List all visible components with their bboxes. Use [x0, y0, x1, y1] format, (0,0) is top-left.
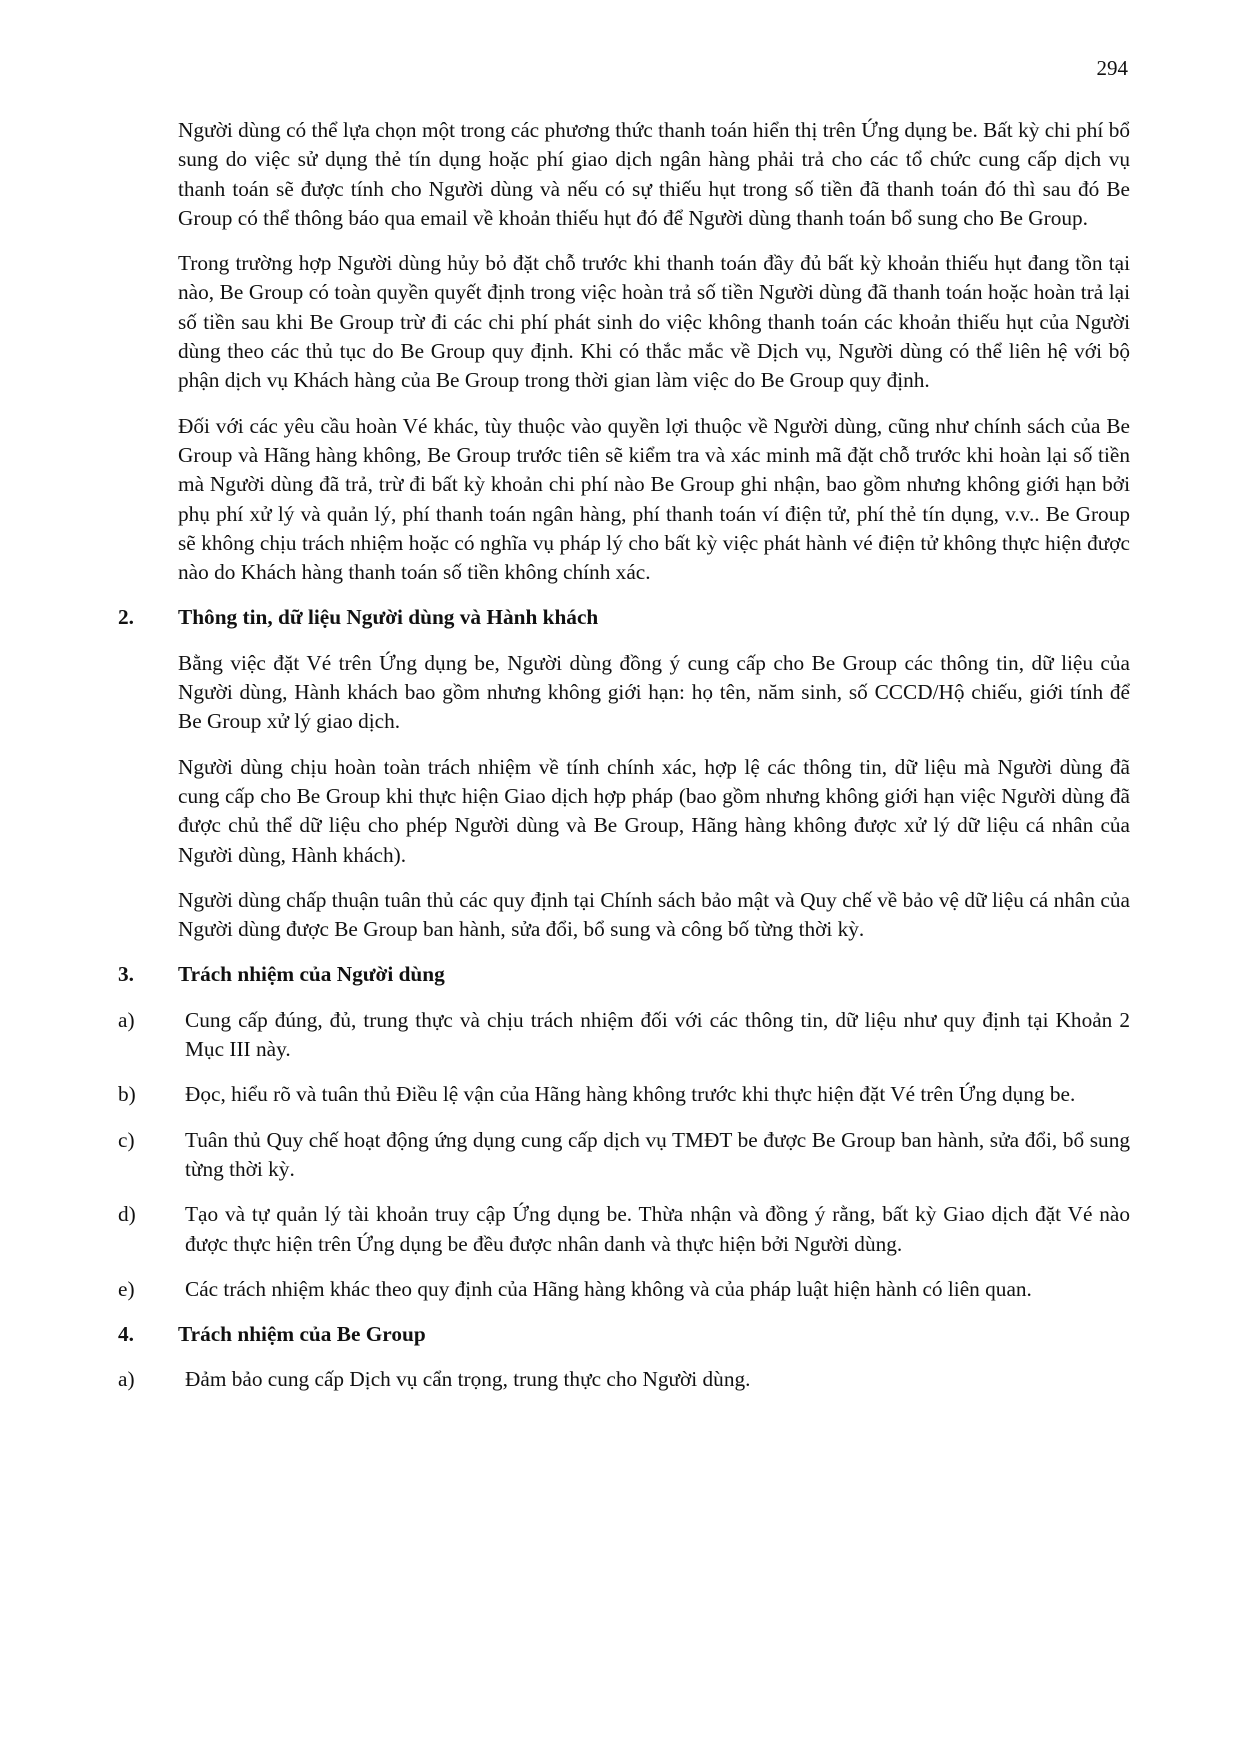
- list-item: [118, 1275, 1130, 1304]
- list-item: [118, 1080, 1130, 1109]
- list-item-text: Tạo và tự quản lý tài khoản truy cập Ứng dụng be. Thừa nhận và đồng ý rằng, bất kỳ Giao dịch đặt Vé nào được thực hiện trên Ứng dụng be đều được nhân danh và thực hiện bởi Người dùng.: [185, 1202, 1130, 1256]
- list-item-label: d): [118, 1202, 136, 1227]
- list-item-text: Các trách nhiệm khác theo quy định của Hãng hàng không và của pháp luật hiện hành có liên quan.: [185, 1276, 1032, 1301]
- section-title: Trách nhiệm của Be Group: [178, 1322, 426, 1347]
- paragraph-payment-methods: Người dùng có thể lựa chọn một trong các phương thức thanh toán hiển thị trên Ứng dụng be. Bất kỳ chi phí bổ sung do việc sử dụng thẻ tín dụng hoặc phí giao dịch ngân hàng phải trả cho các tổ chức cung cấp dịch vụ thanh toán sẽ được tính cho Người dùng và nếu có sự thiếu hụt trong số tiền đã thanh toán đó thì sau đó Be Group có thể thông báo qua email về khoản thiếu hụt đó để Người dùng thanh toán bổ sung cho Be Group.: [178, 118, 1130, 230]
- section-heading-user-data: [118, 603, 1130, 632]
- page-number: 294: [1096, 56, 1128, 80]
- section-title: Trách nhiệm của Người dùng: [178, 962, 445, 987]
- list-item: [118, 1365, 1130, 1394]
- list-item-text: Cung cấp đúng, đủ, trung thực và chịu trách nhiệm đối với các thông tin, dữ liệu như quy định tại Khoản 2 Mục III này.: [185, 1007, 1130, 1062]
- paragraph-data-accuracy: Người dùng chịu hoàn toàn trách nhiệm về tính chính xác, hợp lệ các thông tin, dữ liệu mà Người dùng đã cung cấp cho Be Group khi thực hiện Giao dịch hợp pháp (bao gồm nhưng không giới hạn việc Người dùng đã được chủ thể dữ liệu cho phép Người dùng và Be Group, Hãng hàng không được xử lý dữ liệu cá nhân của Người dùng, Hành khách).: [178, 754, 1130, 867]
- paragraph-refund-requests: Đối với các yêu cầu hoàn Vé khác, tùy thuộc vào quyền lợi thuộc về Người dùng, cũng như chính sách của Be Group và Hãng hàng không, Be Group trước tiên sẽ kiểm tra và xác minh mã đặt chỗ trước khi hoàn lại số tiền mà Người dùng đã trả, trừ đi bất kỳ khoản chi phí nào Be Group ghi nhận, bao gồm nhưng không giới hạn bởi phụ phí xử lý và quản lý, phí thanh toán ngân hàng, phí thanh toán ví điện tử, phí thẻ tín dụng, v.v.. Be Group sẽ không chịu trách nhiệm hoặc có nghĩa vụ pháp lý cho bất kỳ việc phát hành vé điện tử không thực hiện được nào do Khách hàng thanh toán số tiền không chính xác.: [178, 413, 1130, 585]
- section-number: 3.: [118, 962, 134, 987]
- section-title: Thông tin, dữ liệu Người dùng và Hành khách: [178, 605, 599, 630]
- list-item-text: Đọc, hiểu rõ và tuân thủ Điều lệ vận của Hãng hàng không trước khi thực hiện đặt Vé trên Ứng dụng be.: [185, 1082, 1076, 1107]
- section-heading-be-group-responsibilities: [118, 1320, 1130, 1349]
- list-item: [118, 1006, 1130, 1065]
- list-item-label: e): [118, 1276, 135, 1301]
- list-item: [118, 1126, 1130, 1185]
- document-body: [118, 116, 1130, 1411]
- list-item-label: c): [118, 1127, 135, 1152]
- list-item-text: Tuân thủ Quy chế hoạt động ứng dụng cung cấp dịch vụ TMĐT be được Be Group ban hành, sửa đổi, bổ sung từng thời kỳ.: [185, 1127, 1130, 1181]
- list-item-label: b): [118, 1082, 136, 1107]
- list-item: [118, 1200, 1130, 1259]
- list-item-label: a): [118, 1007, 135, 1032]
- paragraph-data-consent: Bằng việc đặt Vé trên Ứng dụng be, Người dùng đồng ý cung cấp cho Be Group các thông tin, dữ liệu của Người dùng, Hành khách bao gồm nhưng không giới hạn: họ tên, năm sinh, số CCCD/Hộ chiếu, giới tính để Be Group xử lý giao dịch.: [178, 650, 1130, 734]
- list-item-label: a): [118, 1367, 135, 1392]
- list-item-text: Đảm bảo cung cấp Dịch vụ cẩn trọng, trung thực cho Người dùng.: [185, 1367, 751, 1392]
- section-heading-user-responsibilities: [118, 960, 1130, 989]
- section-number: 4.: [118, 1322, 134, 1347]
- paragraph-privacy-policy: Người dùng chấp thuận tuân thủ các quy định tại Chính sách bảo mật và Quy chế về bảo vệ dữ liệu cá nhân của Người dùng được Be Group ban hành, sửa đổi, bổ sung và công bố từng thời kỳ.: [178, 887, 1130, 942]
- paragraph-booking-cancellation: Trong trường hợp Người dùng hủy bỏ đặt chỗ trước khi thanh toán đầy đủ bất kỳ khoản thiếu hụt đang tồn tại nào, Be Group có toàn quyền quyết định trong việc hoàn trả số tiền Người dùng đã thanh toán hoặc hoàn trả lại số tiền sau khi Be Group trừ đi các chi phí phát sinh do việc không thanh toán các khoản thiếu hụt của Người dùng theo các thủ tục do Be Group quy định. Khi có thắc mắc về Dịch vụ, Người dùng có thể liên hệ với bộ phận dịch vụ Khách hàng của Be Group trong thời gian làm việc do Be Group quy định.: [178, 251, 1130, 393]
- section-number: 2.: [118, 605, 134, 630]
